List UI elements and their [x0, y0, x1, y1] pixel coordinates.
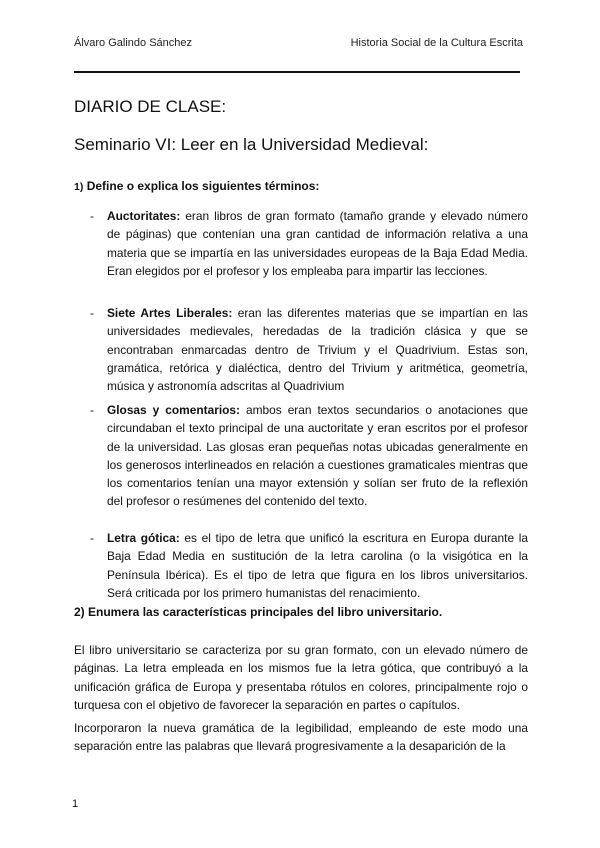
term-name: Auctoritates: [107, 209, 181, 223]
question-1-text: Define o explica los siguientes términos: [86, 179, 320, 193]
header-author: Álvaro Galindo Sánchez [74, 37, 193, 49]
header-course: Historia Social de la Cultura Escrita [350, 37, 523, 49]
term-definition: es el tipo de letra que unificó la escritura en Europa durante la Baja Edad Media en sustitución de la letra carolina (o la visigótica en la Península Ibérica). Es el tipo de letra que figura en los libros universitarios. Será criticada por los primero humanistas del renacimiento. [107, 531, 528, 600]
term-name: Siete Artes Liberales: [107, 306, 233, 320]
page-subtitle: Seminario VI: Leer en la Universidad Medieval: [74, 135, 429, 154]
term-item: - Auctoritates: eran libros de gran formato (tamaño grande y elevado número de páginas) que contenían una gran cantidad de información relativa a una materia que se impartía en las universidades europeas de la Baja Edad Media. Eran elegidos por el profesor y los empleaba para impartir las lecciones. [90, 209, 529, 278]
question-1 [74, 179, 319, 193]
term-item: - Letra gótica: es el tipo de letra que unificó la escritura en Europa durante la Baja Edad Media en sustitución de la letra carolina (o la visigótica en la Península Ibérica). Es el tipo de letra que figura en los libros universitarios. Será criticada por los primero humanistas del renacimiento. [90, 531, 528, 600]
page-number: 1 [72, 798, 79, 810]
term-definition: eran libros de gran formato (tamaño grande y elevado número de páginas) que contenían una gran cantidad de información relativa a una materia que se impartía en las universidades europeas de la Baja Edad Media. Eran elegidos por el profesor y los empleaba para impartir las lecciones. [107, 209, 529, 278]
answer-paragraph: El libro universitario se caracteriza por su gran formato, con un elevado número de páginas. La letra empleada en los mismos fue la letra gótica, que contribuyó a la unificación gráfica de Europa y presentaba rótulos en colores, principalmente rojo o turquesa con el objetivo de favorecer la separación en partes o capítulos. [74, 643, 528, 712]
term-definition: eran las diferentes materias que se impartían en las universidades medievales, heredadas de la tradición clásica y que se encontraban enmarcadas dentro de Trivium y el Quadrivium. Estas son, gramática, retórica y dialéctica, dentro del Trivium y aritmética, geometría, música y astronomía adscritas al Quadrivium [107, 306, 528, 394]
term-definition: ambos eran textos secundarios o anotaciones que circundaban el texto principal de una auctoritate y eran escritos por el profesor de la universidad. Las glosas eran pequeñas notas ubicadas generalmente en los generosos interlineados en relación a cuestiones gramaticales mientras que los comentarios tenían una mayor extensión y solían ser fruto de la reflexión del profesor o resúmenes del contenido del texto. [107, 403, 528, 509]
page-title: DIARIO DE CLASE: [74, 97, 227, 116]
term-name: Letra gótica: [107, 531, 180, 545]
term-item: - Glosas y comentarios: ambos eran textos secundarios o anotaciones que circundaban el texto principal de una auctoritate y eran escritos por el profesor de la universidad. Las glosas eran pequeñas notas ubicadas generalmente en los generosos interlineados en relación a cuestiones gramaticales mientras que los comentarios tenían una mayor extensión y solían ser fruto de la reflexión del profesor o resúmenes del contenido del texto. [90, 403, 528, 509]
question-2: 2) Enumera las características principales del libro universitario. [74, 605, 443, 619]
answer-paragraph: Incorporaron la nueva gramática de la legibilidad, empleando de este modo una separación entre las palabras que llevará progresivamente a la desaparición de la [74, 721, 528, 754]
header-rule [74, 71, 520, 73]
question-1-number: 1) [74, 181, 84, 193]
term-name: Glosas y comentarios: [107, 403, 240, 417]
term-item: - Siete Artes Liberales: eran las diferentes materias que se impartían en las universidades medievales, heredadas de la tradición clásica y que se encontraban enmarcadas dentro de Trivium y el Quadrivium. Estas son, gramática, retórica y dialéctica, dentro del Trivium y aritmética, geometría, música y astronomía adscritas al Quadrivium [90, 306, 528, 394]
